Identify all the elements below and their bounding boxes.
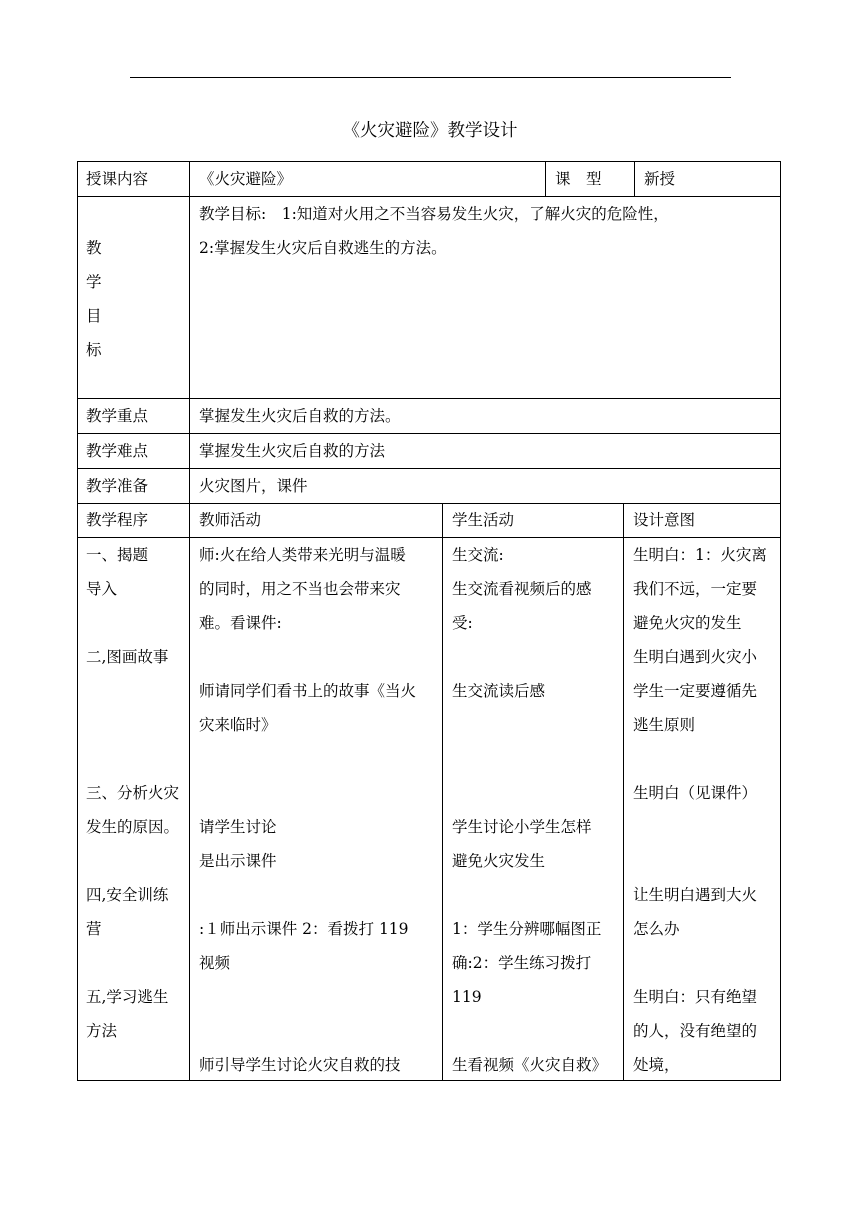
goals-text: 教学目标: 1:知道对火用之不当容易发生火灾，了解火灾的危险性， 2:掌握发生火灾后自救逃生的方法。	[199, 205, 669, 257]
teacher-activity-column	[199, 538, 416, 1082]
cell-line: 生看视频《火灾自救》	[452, 1056, 608, 1074]
cell-line: 处境，	[633, 1056, 680, 1074]
procedure-column	[86, 538, 179, 1082]
cell-line: 生交流:	[452, 546, 504, 564]
cell-line: 方法	[86, 1022, 118, 1040]
cell-line: 我们不远，一定要	[633, 580, 758, 598]
header-student: 学生活动	[452, 511, 515, 529]
cell-line	[199, 776, 416, 810]
cell-line	[633, 742, 767, 776]
type-value: 新授	[644, 170, 676, 188]
document-title: 《火灾避险》教学设计	[342, 121, 518, 141]
prep-value: 火灾图片，课件	[199, 477, 308, 495]
cell-line: 生明白：1：火灾离	[633, 546, 767, 564]
student-activity-column	[452, 538, 607, 1082]
key-point-label: 教学重点	[86, 407, 149, 425]
cell-line	[452, 776, 607, 810]
cell-line: 视频	[199, 954, 231, 972]
cell-line: 三、分析火灾	[86, 784, 180, 802]
cell-line: 生明白：只有绝望	[633, 988, 758, 1006]
cell-line	[452, 878, 607, 912]
cell-line: 四,安全训练	[86, 886, 169, 904]
cell-line: 的同时，用之不当也会带来灾	[199, 580, 401, 598]
cell-line: 难。看课件:	[199, 614, 282, 632]
difficulty-value: 掌握发生火灾后自救的方法	[199, 442, 386, 460]
cell-line	[86, 708, 179, 742]
cell-line: 避免火灾的发生	[633, 614, 742, 632]
cell-line	[633, 946, 767, 980]
cell-line: 师引导学生讨论火灾自救的技	[199, 1056, 401, 1074]
cell-line	[199, 742, 416, 776]
cell-line: 一、揭题	[86, 546, 149, 564]
cell-line	[452, 640, 607, 674]
cell-line: 发生的原因。	[86, 818, 180, 836]
cell-line	[199, 878, 416, 912]
cell-line	[452, 708, 607, 742]
cell-line: 生交流看视频后的感	[452, 580, 592, 598]
cell-line: :１师出示课件 2：看拨打 119	[199, 920, 409, 938]
cell-line: 逃生原则	[633, 716, 696, 734]
cell-line	[86, 946, 179, 980]
cell-line: 避免火灾发生	[452, 852, 546, 870]
design-intent-column	[633, 538, 767, 1082]
type-label: 课 型	[555, 170, 602, 188]
cell-line: 怎么办	[633, 920, 680, 938]
cell-line: 学生一定要遵循先	[633, 682, 758, 700]
cell-line: 学生讨论小学生怎样	[452, 818, 592, 836]
cell-line	[86, 606, 179, 640]
cell-line	[199, 1014, 416, 1048]
cell-line	[86, 844, 179, 878]
cell-line: 受:	[452, 614, 473, 632]
lesson-plan-table	[77, 161, 781, 1081]
cell-line	[452, 742, 607, 776]
header-intent: 设计意图	[633, 511, 696, 529]
cell-line: 生交流读后感	[452, 682, 546, 700]
cell-line	[199, 980, 416, 1014]
cell-line: 生明白（见课件）	[633, 784, 758, 802]
cell-line	[633, 810, 767, 844]
header-teacher: 教师活动	[199, 511, 262, 529]
cell-line: 师:火在给人类带来光明与温暖	[199, 546, 406, 564]
cell-line: 导入	[86, 580, 118, 598]
cell-line: 119	[452, 988, 482, 1006]
header-procedure: 教学程序	[86, 511, 149, 529]
header-rule	[130, 77, 731, 78]
cell-line	[199, 640, 416, 674]
cell-line	[633, 844, 767, 878]
cell-line: 五,学习逃生	[86, 988, 169, 1006]
cell-line: 师请同学们看书上的故事《当火	[199, 682, 417, 700]
cell-line: 营	[86, 920, 102, 938]
cell-line: 确:2：学生练习拨打	[452, 954, 592, 972]
difficulty-label: 教学难点	[86, 442, 149, 460]
cell-line: 生明白遇到火灾小	[633, 648, 758, 666]
cell-line	[452, 1014, 607, 1048]
cell-line: 1：学生分辨哪幅图正	[452, 920, 602, 938]
key-point-value: 掌握发生火灾后自救的方法。	[199, 407, 401, 425]
cell-line: 是出示课件	[199, 852, 277, 870]
cell-line	[86, 674, 179, 708]
goals-label: 教 学 目 标	[86, 239, 102, 359]
cell-line: 灾来临时》	[199, 716, 277, 734]
cell-line: 二,图画故事	[86, 648, 169, 666]
cell-line: 的人，没有绝望的	[633, 1022, 758, 1040]
content-label: 授课内容	[86, 170, 149, 188]
prep-label: 教学准备	[86, 477, 149, 495]
cell-line: 让生明白遇到大火	[633, 886, 758, 904]
content-value: 《火灾避险》	[199, 170, 293, 188]
cell-line	[86, 1048, 179, 1082]
cell-line: 请学生讨论	[199, 818, 277, 836]
cell-line	[86, 742, 179, 776]
